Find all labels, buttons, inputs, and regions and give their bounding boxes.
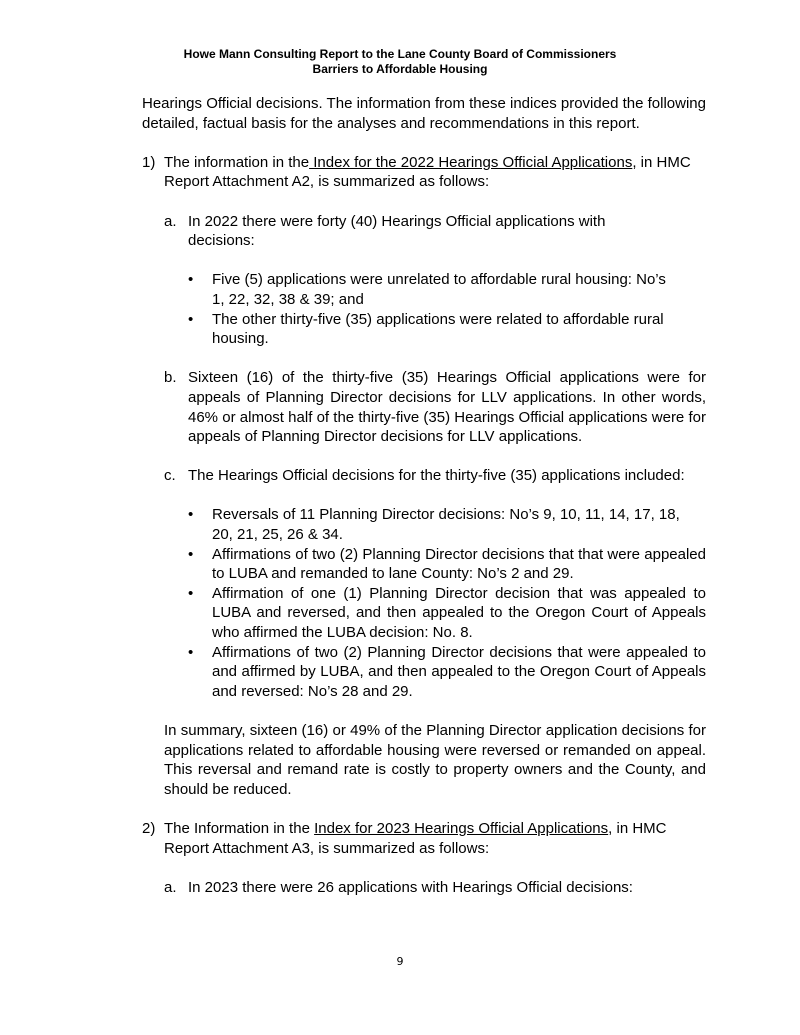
bullet-icon: •: [188, 271, 194, 289]
page-number: 9: [396, 955, 404, 968]
bullet-text: Affirmations of two (2) Planning Director decisions that were appealed to and affirmed by LUBA, and then appealed to the Oregon Court of Appeals and reversed: No’s 28 and 29.: [212, 643, 706, 700]
bullet-icon: •: [188, 506, 194, 524]
item-1-summary: In summary, sixteen (16) or 49% of the Planning Director application decisions for applications related to affordable housing were reversed or remanded on appeal. This reversal and remand rate is costly to property owners and the County, and should be reduced.: [164, 722, 706, 798]
bullet-item: [188, 505, 706, 544]
bullet-text: Affirmation of one (1) Planning Director decision that was appealed to LUBA and reversed, and then appealed to the Oregon Court of Appeals who affirmed the LUBA decision: No. 8.: [212, 584, 706, 642]
sub-item-1a-text: In 2022 there were forty (40) Hearings Official applications with decisions:: [188, 212, 606, 250]
bullet-icon: •: [188, 643, 194, 661]
header-line-2: Barriers to Affordable Housing: [312, 62, 488, 76]
list-item-number: 1): [142, 153, 156, 171]
list-item-1: [142, 153, 706, 800]
sub-item-1a: [164, 212, 706, 349]
sub-item-letter: b.: [164, 369, 177, 387]
bullet-list-1c: [188, 505, 706, 701]
bullet-text: Five (5) applications were unrelated to affordable rural housing: No’s 1, 22, 32, 38 & 39; and: [212, 271, 666, 308]
list-item-number: 2): [142, 819, 156, 837]
sub-item-1b: [164, 368, 706, 446]
bullet-item: [188, 270, 706, 309]
bullet-list-1a: [188, 270, 706, 348]
bullet-icon: •: [188, 310, 194, 328]
list-item-2: [142, 819, 706, 897]
bullet-icon: •: [188, 584, 194, 602]
report-header: [0, 47, 800, 77]
item-2-lead-pre: The Information in the: [164, 819, 315, 837]
sub-item-2a: [164, 878, 706, 898]
report-body: [142, 94, 706, 897]
sub-item-1c: [164, 466, 706, 701]
list-item-content: [164, 153, 706, 800]
item-1-lead-post: , in HMC Report Attachment A2, is summarized as follows:: [164, 153, 691, 191]
bullet-icon: •: [188, 545, 194, 563]
bullet-item: [188, 545, 706, 584]
header-line-1: Howe Mann Consulting Report to the Lane County Board of Commissioners: [183, 47, 617, 61]
item-2-lead-post: , in HMC Report Attachment A3, is summarized as follows:: [164, 819, 667, 857]
intro-paragraph: Hearings Official decisions. The information from these indices provided the following detailed, factual basis for the analyses and recommendations in this report.: [142, 95, 706, 132]
bullet-text: The other thirty-five (35) applications were related to affordable rural housing.: [212, 310, 664, 348]
sub-item-letter: c.: [164, 467, 176, 485]
bullet-text: Reversals of 11 Planning Director decisions: No’s 9, 10, 11, 14, 17, 18, 20, 21, 25, 26 & 34.: [212, 506, 680, 544]
sub-item-content: [188, 212, 706, 349]
sub-item-letter: a.: [164, 878, 177, 896]
sub-item-content: [188, 466, 706, 701]
index-2023-link-text: Index for 2023 Hearings Official Applications: [314, 819, 609, 837]
item-1-lead: [164, 153, 706, 192]
sub-item-1c-text: The Hearings Official decisions for the thirty-five (35) applications included:: [188, 467, 685, 485]
index-2022-link-text: Index for the 2022 Hearings Official Applications: [309, 153, 633, 171]
sub-item-letter: a.: [164, 212, 177, 230]
bullet-text: Affirmations of two (2) Planning Director decisions that that were appealed to LUBA and remanded to lane County: No’s 2 and 29.: [212, 545, 706, 583]
sub-item-2a-text: In 2023 there were 26 applications with Hearings Official decisions:: [188, 878, 633, 896]
sub-item-1b-text: Sixteen (16) of the thirty-five (35) Hearings Official applications were for appeals of Planning Director decisions for LLV applications. In other words, 46% or almost half of the thirty-five (35) Hearings Official applications were for appeals of Planning Director decisions for LLV applications.: [188, 369, 706, 446]
list-item-content: [164, 819, 706, 897]
sub-item-content: [188, 368, 706, 446]
bullet-item: [188, 584, 706, 643]
bullet-item: [188, 310, 706, 349]
item-1-lead-pre: The information in the: [164, 153, 310, 171]
bullet-item: [188, 643, 706, 702]
item-2-lead: [164, 819, 706, 858]
sub-item-content: [188, 878, 706, 898]
